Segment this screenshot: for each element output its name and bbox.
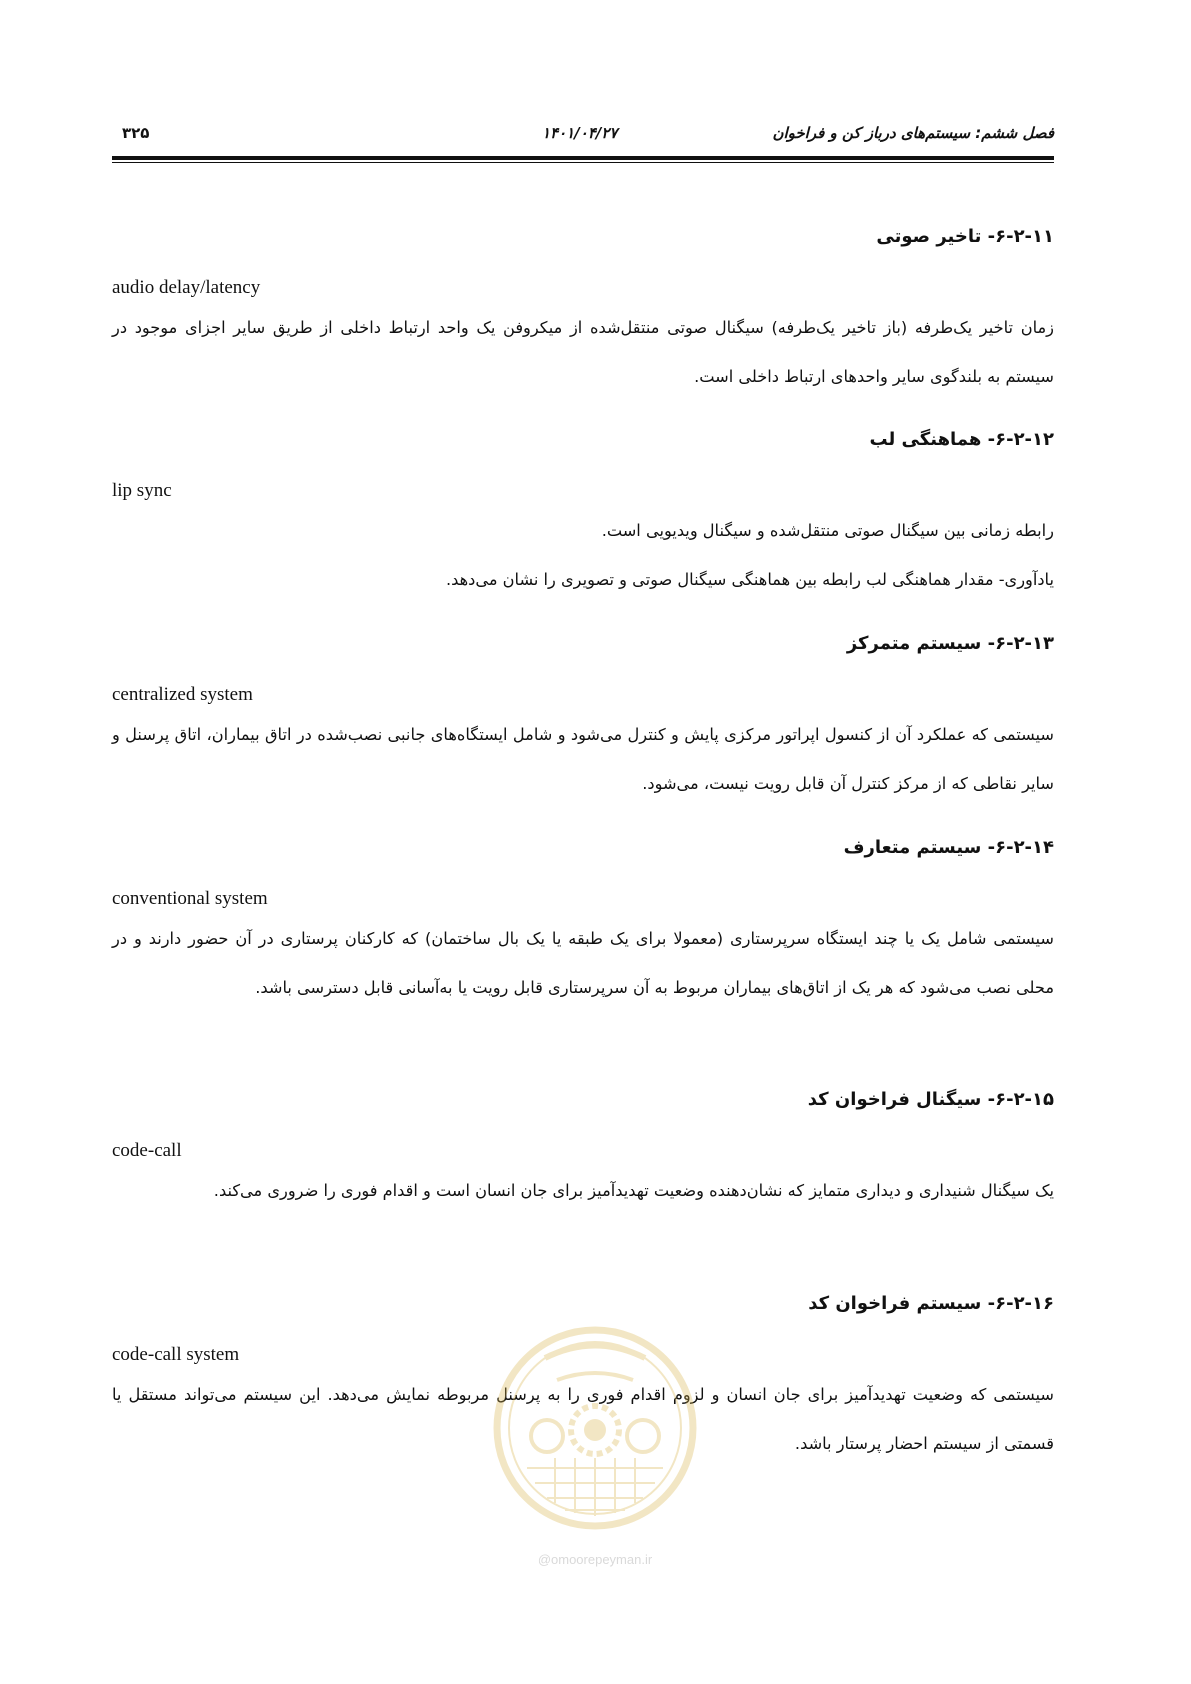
section-title: ۶-۲-۱۳- سیستم متمرکز [846, 633, 1054, 654]
running-header [112, 124, 1054, 154]
section-title: ۶-۲-۱۵- سیگنال فراخوان کد [807, 1089, 1054, 1110]
definition-body [112, 303, 1054, 401]
definition-section [112, 1084, 1054, 1215]
definition-body [112, 914, 1054, 1012]
definition-section [112, 424, 1054, 604]
definition-section [112, 221, 1054, 401]
definition-paragraph: سیستمی شامل یک یا چند ایستگاه سرپرستاری (معمولا برای یک طبقه یا یک بال ساختمان) که کارکنان پرستاری در آن حضور دارند و در محلی نصب می‌شود که هر یک از اتاق‌های بیماران مربوط به آن سرپرستاری قابل رویت یا به‌آسانی قابل دسترسی باشد. [112, 929, 1054, 997]
chapter-title: فصل ششم: سیستم‌های درباز کن و فراخوان [772, 124, 1054, 142]
header-date: ۱۴۰۱/۰۴/۲۷ [542, 124, 618, 142]
english-term: code-call system [112, 1344, 240, 1365]
definition-body [112, 506, 1054, 604]
definition-paragraph: یک سیگنال شنیداری و دیداری متمایز که نشان‌دهنده وضعیت تهدیدآمیز برای جان انسان است و اقدام فوری را ضروری می‌کند. [213, 1181, 1054, 1200]
english-term: conventional system [112, 888, 268, 909]
english-term: lip sync [112, 480, 172, 501]
definition-paragraph: سیستمی که عملکرد آن از کنسول اپراتور مرکزی پایش و کنترل می‌شود و شامل ایستگاه‌های جانبی نصب‌شده در اتاق بیماران، اتاق پرسنل و سایر نقاطی که از مرکز کنترل آن قابل رویت نیست، می‌شود. [112, 725, 1054, 793]
header-rule [112, 156, 1054, 160]
definition-body [112, 1370, 1054, 1468]
watermark-url-text: omoorepeyman.ir [551, 1552, 653, 1567]
section-title: ۶-۲-۱۲- هماهنگی لب [869, 429, 1054, 450]
definition-section [112, 832, 1054, 1012]
english-term: code-call [112, 1140, 182, 1161]
section-title: ۶-۲-۱۱- تاخیر صوتی [876, 226, 1054, 247]
at-sign-icon: @ [537, 1552, 552, 1567]
definition-section [112, 1288, 1054, 1468]
section-title: ۶-۲-۱۴- سیستم متعارف [843, 837, 1054, 858]
definition-body [112, 710, 1054, 808]
definition-paragraph: سیستمی که وضعیت تهدیدآمیز برای جان انسان و لزوم اقدام فوری را به پرسنل مربوطه نمایش می‌دهد. این سیستم می‌تواند مستقل یا قسمتی از سیستم احضار پرستار باشد. [112, 1385, 1054, 1453]
page-number: ۳۲۵ [122, 124, 150, 142]
header-rule-thin [112, 162, 1054, 163]
note-paragraph: یادآوری- مقدار هماهنگی لب رابطه بین هماهنگی سیگنال صوتی و تصویری را نشان می‌دهد. [445, 570, 1054, 589]
definition-body [112, 1166, 1054, 1215]
section-title: ۶-۲-۱۶- سیستم فراخوان کد [808, 1293, 1054, 1314]
definition-paragraph: رابطه زمانی بین سیگنال صوتی منتقل‌شده و سیگنال ویدیویی است. [601, 521, 1054, 540]
definition-section [112, 628, 1054, 808]
english-term: centralized system [112, 684, 253, 705]
english-term: audio delay/latency [112, 277, 261, 298]
definition-paragraph: زمان تاخیر یک‌طرفه (باز تاخیر یک‌طرفه) سیگنال صوتی منتقل‌شده از میکروفن یک واحد ارتباط داخلی از طریق سایر اجزای موجود در سیستم به بلندگوی سایر واحدهای ارتباط داخلی است. [112, 318, 1054, 386]
watermark-url [485, 1552, 705, 1567]
